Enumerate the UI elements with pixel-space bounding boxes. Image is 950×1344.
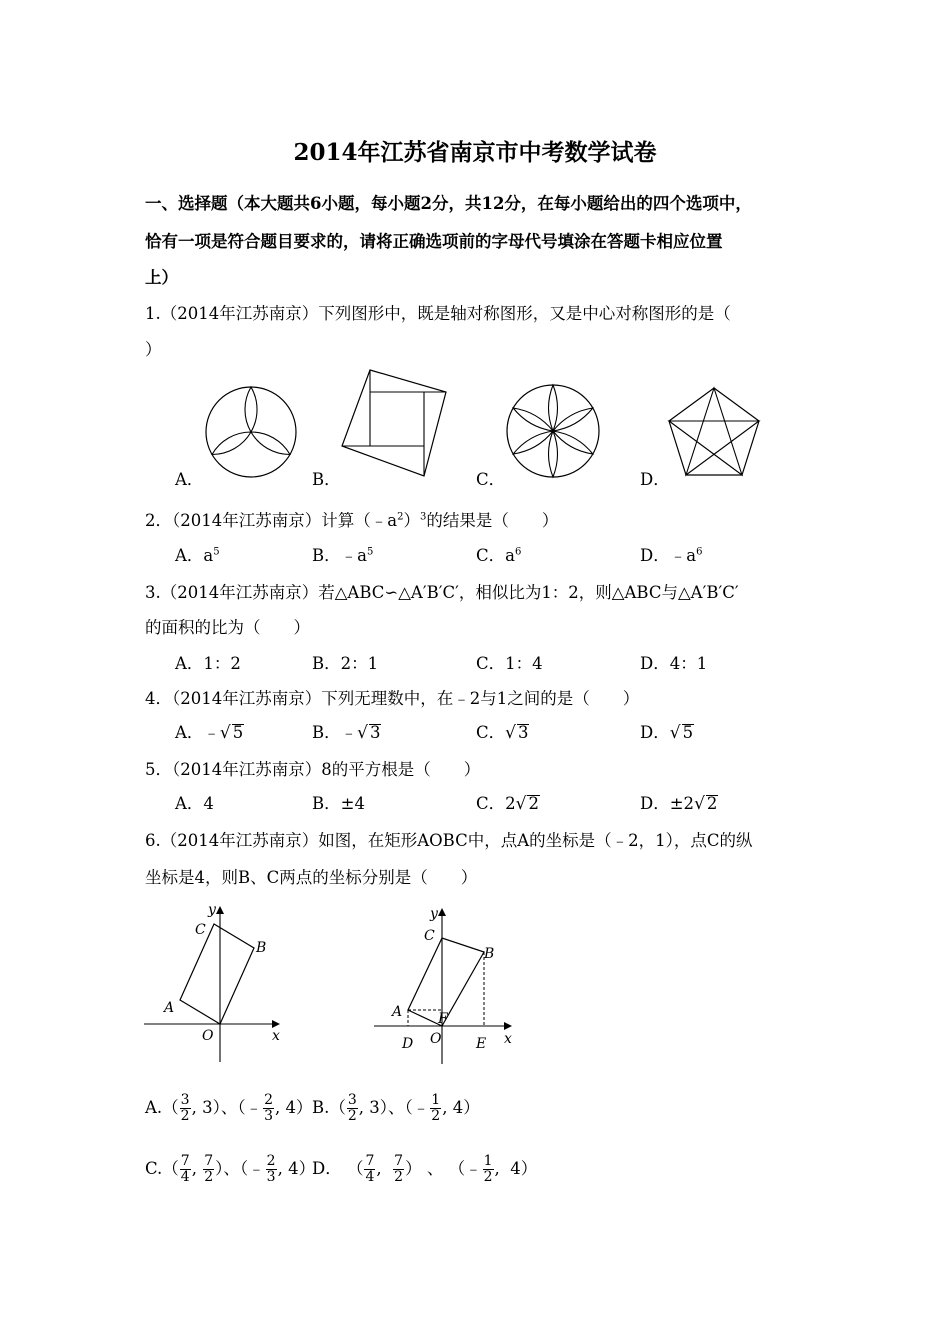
q4-option-d: D．√ 5 bbox=[640, 723, 694, 743]
fig2-label-e: E bbox=[476, 1036, 487, 1052]
q6-option-a: A.（ $\frac{3}{2}$ , 3）、（﹣ $\frac{2}{3}$ , 4） bbox=[145, 1092, 313, 1124]
fig1-label-y: y bbox=[208, 902, 216, 918]
fig1-label-b: B bbox=[256, 940, 267, 956]
q2-option-b: B．$﹣a^5$ bbox=[312, 546, 374, 565]
section1-line2: 恰有一项是符合题目要求的，请将正确选项前的字母代号填涂在答题卡相应位置 bbox=[145, 232, 723, 251]
q5-option-a: A．4 bbox=[175, 794, 214, 813]
q1-option-b: B． bbox=[312, 470, 341, 489]
q3-stem-line2: 的面积的比为（ ） bbox=[145, 618, 310, 637]
q3-option-d: D．4：1 bbox=[640, 654, 708, 673]
fig2-label-f: F bbox=[438, 1011, 448, 1027]
section1-line3: 上） bbox=[145, 268, 178, 287]
fig1-label-c: C bbox=[195, 922, 206, 938]
q1-figure-d bbox=[667, 386, 761, 478]
fig2-label-o: O bbox=[430, 1031, 442, 1047]
page-title: 2014年江苏省南京市中考数学试卷 bbox=[293, 139, 657, 166]
q1-option-c: C． bbox=[476, 470, 506, 489]
q1-stem-line1: 1.（2014年江苏南京）下列图形中，既是轴对称图形，又是中心对称图形的是（ bbox=[145, 304, 731, 323]
q2-stem: 2．（2014年江苏南京）计算$(﹣a^2)^3$的结果是（ ） bbox=[145, 511, 559, 530]
q5-option-c: C．2√ 2 bbox=[476, 794, 539, 814]
q6-option-b: B.（ $\frac{3}{2}$ , 3）、（﹣ $\frac{1}{2}$ , 4） bbox=[312, 1092, 480, 1124]
fig2-label-y: y bbox=[430, 906, 438, 922]
fig1-label-o: O bbox=[202, 1028, 214, 1044]
fig2-label-c: C bbox=[424, 928, 435, 944]
q2-option-a: A．$a^5$ bbox=[175, 546, 220, 565]
fig2-label-b: B bbox=[484, 946, 495, 962]
q5-option-d: D．±2√ 2 bbox=[640, 794, 718, 814]
q1-option-d: D． bbox=[640, 470, 670, 489]
q2-option-c: C．$a^6$ bbox=[476, 546, 522, 565]
q3-option-c: C．1：4 bbox=[476, 654, 543, 673]
fig2-label-x: x bbox=[504, 1031, 512, 1047]
section1-line1: 一、选择题（本大题共6小题，每小题2分，共12分，在每小题给出的四个选项中， bbox=[145, 194, 752, 213]
q5-option-b: B．±4 bbox=[312, 794, 365, 813]
q6-figure-2 bbox=[370, 902, 520, 1070]
q6-stem-line2: 坐标是4，则B、C两点的坐标分别是（ ） bbox=[145, 868, 478, 887]
q4-option-c: C．√ 3 bbox=[476, 723, 529, 743]
fig1-label-a: A bbox=[164, 1000, 175, 1016]
q5-stem: 5．（2014年江苏南京）8的平方根是（ ） bbox=[145, 760, 481, 779]
q1-option-a: A． bbox=[175, 470, 204, 489]
q1-figure-b bbox=[340, 368, 450, 478]
fig1-label-x: x bbox=[272, 1028, 280, 1044]
q1-stem-line2: ） bbox=[145, 340, 162, 359]
fig2-label-d: D bbox=[402, 1036, 414, 1052]
q6-figure-1 bbox=[140, 900, 290, 1068]
q4-option-a: A．﹣√ 5 bbox=[175, 723, 244, 743]
q4-option-b: B．﹣√ 3 bbox=[312, 723, 381, 743]
q6-stem-line1: 6.（2014年江苏南京）如图，在矩形AOBC中，点A的坐标是（﹣2，1），点C的纵 bbox=[145, 831, 753, 850]
q1-figure-c bbox=[506, 384, 600, 478]
q3-option-a: A．1：2 bbox=[175, 654, 241, 673]
q4-stem: 4．（2014年江苏南京）下列无理数中，在﹣2与1之间的是（ ） bbox=[145, 689, 640, 708]
fig2-label-a: A bbox=[392, 1004, 403, 1020]
q3-option-b: B．2：1 bbox=[312, 654, 379, 673]
q2-option-d: D．$﹣a^6$ bbox=[640, 546, 703, 565]
q3-stem-line1: 3.（2014年江苏南京）若△ABC∽△A′B′C′，相似比为1：2，则△ABC与△A′B′C′ bbox=[145, 583, 739, 602]
q1-figure-a bbox=[205, 386, 297, 478]
q6-option-d: D． （ $\frac{7}{4}$ , $\frac{7}{2}$ ） 、 （﹣ $\frac{1}{2}$ , 4） bbox=[312, 1153, 538, 1185]
q6-option-c: C.（ $\frac{7}{4}$ , $\frac{7}{2}$ ）、（﹣ $\frac{2}{3}$ , 4） bbox=[145, 1153, 316, 1185]
